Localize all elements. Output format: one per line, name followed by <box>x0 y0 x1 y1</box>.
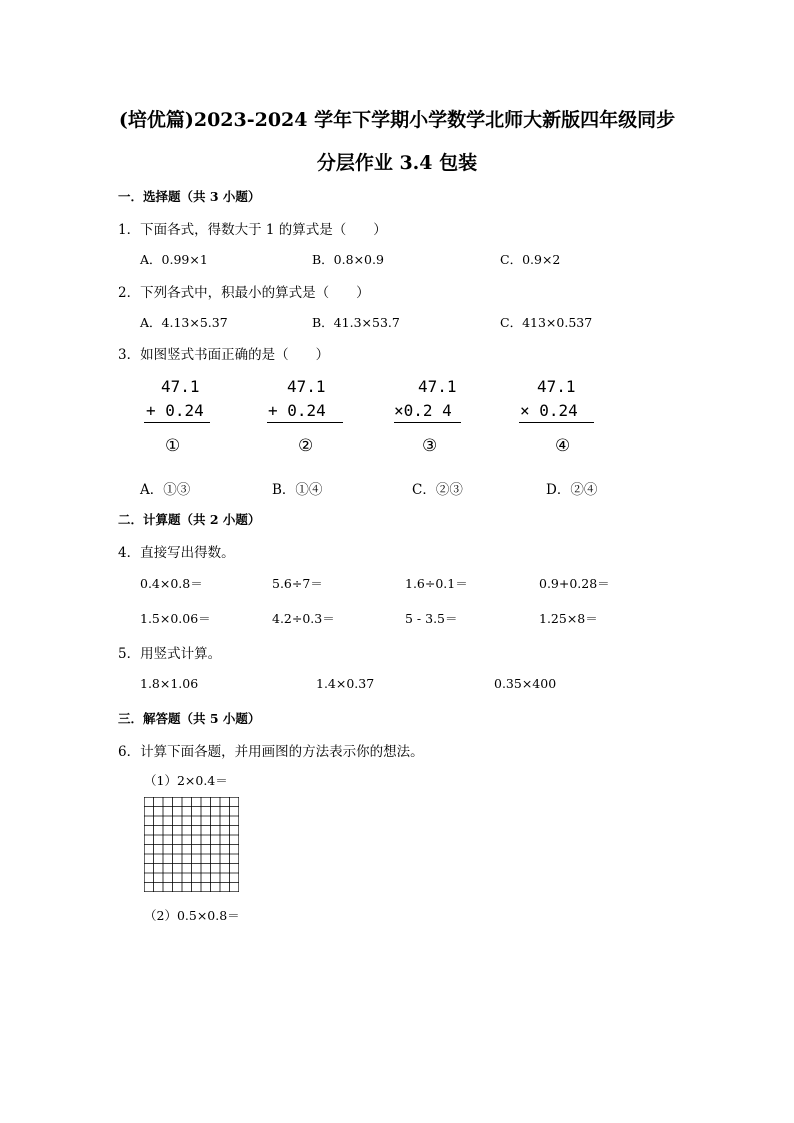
form-1-mark: ① <box>165 436 181 456</box>
q4-item: 5 - 3.5＝ <box>405 611 458 626</box>
question-2-stem: 2．下列各式中，积最小的算式是（ ） <box>118 285 370 301</box>
q1-option-b: B．0.8×0.9 <box>312 252 384 267</box>
section-heading-answer: 三．解答题（共 5 小题） <box>118 711 261 726</box>
q2-option-b: B．41.3×53.7 <box>312 315 400 330</box>
form-4-top: 47.1 <box>537 377 576 396</box>
form-2-mark: ② <box>298 436 314 456</box>
form-2-top: 47.1 <box>287 377 326 396</box>
q4-item: 4.2÷0.3＝ <box>272 611 335 626</box>
q1-option-c: C．0.9×2 <box>500 252 561 267</box>
form-3-top: 47.1 <box>418 377 457 396</box>
section-heading-choice: 一．选择题（共 3 小题） <box>118 189 261 204</box>
question-1-stem: 1．下面各式，得数大于 1 的算式是（ ） <box>118 222 387 238</box>
question-3-stem: 3．如图竖式书面正确的是（ ） <box>118 347 330 363</box>
form-2-bottom: + 0.24 <box>268 401 326 420</box>
q1-option-a: A．0.99×1 <box>140 252 208 267</box>
q4-item: 0.9+0.28＝ <box>539 576 610 591</box>
hundred-square-grid <box>144 797 239 892</box>
form-1-rule <box>144 422 210 423</box>
form-3-bottom: ×0.2 4 <box>394 401 452 420</box>
form-3-rule <box>394 422 461 423</box>
q5-item: 1.8×1.06 <box>140 676 199 691</box>
q2-option-c: C．413×0.537 <box>500 315 593 330</box>
q3-option-a: A．①③ <box>140 482 191 498</box>
q3-option-b: B．①④ <box>272 482 323 498</box>
q5-item: 0.35×400 <box>494 676 557 691</box>
q4-item: 0.4×0.8＝ <box>140 576 203 591</box>
q5-item: 1.4×0.37 <box>316 676 375 691</box>
form-3-mark: ③ <box>422 436 438 456</box>
form-4-mark: ④ <box>555 436 571 456</box>
q4-item: 1.6÷0.1＝ <box>405 576 468 591</box>
form-1-top: 47.1 <box>161 377 200 396</box>
q3-option-c: C．②③ <box>412 482 463 498</box>
q4-item: 1.5×0.06＝ <box>140 611 211 626</box>
section-heading-calc: 二．计算题（共 2 小题） <box>118 512 261 527</box>
form-1-bottom: + 0.24 <box>146 401 204 420</box>
question-5-stem: 5．用竖式计算。 <box>118 646 222 662</box>
doc-title-line2: 分层作业 3.4 包装 <box>316 152 478 174</box>
form-4-rule <box>519 422 594 423</box>
doc-title-line1: (培优篇)2023-2024 学年下学期小学数学北师大新版四年级同步 <box>118 109 676 131</box>
question-6-stem: 6．计算下面各题，并用画图的方法表示你的想法。 <box>118 744 424 760</box>
q4-item: 5.6÷7＝ <box>272 576 323 591</box>
q6-sub-2: （2）0.5×0.8＝ <box>144 908 240 923</box>
form-4-bottom: × 0.24 <box>520 401 578 420</box>
form-2-rule <box>267 422 343 423</box>
q2-option-a: A．4.13×5.37 <box>140 315 228 330</box>
question-4-stem: 4．直接写出得数。 <box>118 545 235 561</box>
q6-sub-1: （1）2×0.4＝ <box>144 773 228 788</box>
q3-option-d: D．②④ <box>546 482 598 498</box>
q4-item: 1.25×8＝ <box>539 611 598 626</box>
